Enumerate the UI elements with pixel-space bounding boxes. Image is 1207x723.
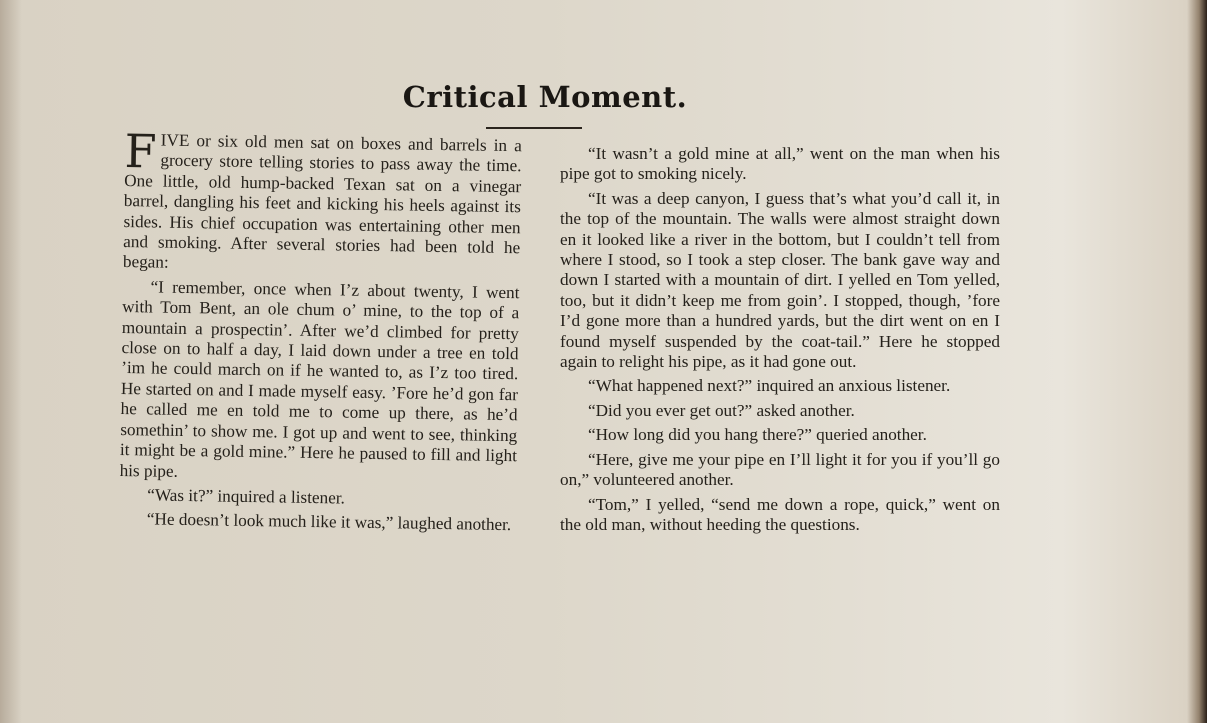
paragraph: “Was it?” inquired a listener. [147,485,346,508]
paragraph: “Here, give me your pipe en I’ll light it for you if you’ll go on,” volunteered another. [560,449,1000,490]
drop-cap: F [124,124,158,179]
paragraph: “What happened next?” inquired an anxious listener. [588,376,951,396]
right-column [560,144,1000,539]
page-title: Critical Moment. [402,80,688,114]
title-rule [486,127,582,129]
left-column [119,124,522,540]
paragraph: “It wasn’t a gold mine at all,” went on the man when his pipe got to smoking nicely. [560,144,1000,184]
paragraph: “I remember, once when I’z about twenty, I went with Tom Bent, an ole chum o’ mine, to the top of a mountain a prospectin’. After we’d climbed for pretty close on to half a day, I laid down under a tree en told ’im he could march on if he wanted to, as I’z too tired. He started on and I made myself easy. ’Fore he’d gon far he called me en told me to come up there, as he’d somethin’ to show me. I got up and went to see, thinking it might be a gold mine.” Here he paused to fill and light his pipe. [119,277,520,481]
paragraph: “It was a deep canyon, I guess that’s what you’d call it, in the top of the mountain. The walls were almost straight down en it looked like a river in the bottom, but I couldn’t tell from where I stood, so I took a step closer. The bank gave way and down I started with a mountain of dirt. I yelled en Tom yelled, too, but it didn’t keep me from goin’. I stopped, though, ’fore I’d gone more than a hundred yards, but the dirt went on en I found myself suspended by the coat-tail.” Here he stopped again to relight his pipe, as it had gone out. [560,188,1000,372]
opening-text: IVE or six old men sat on boxes and barrels in a grocery store telling stories to pass away the time. One little, old hump-backed Texan sat on a vinegar barrel, dangling his feet and kicking his heels against its sides. His chief occupation was entertaining other men and smoking. After several stories had been told he began: [122,130,522,273]
paragraph: “He doesn’t look much like it was,” laughed another. [146,509,512,535]
paragraph: “How long did you hang there?” queried another. [588,425,927,445]
paragraph: “Did you ever get out?” asked another. [588,400,855,420]
opening-paragraph [122,124,522,279]
paragraph: “Tom,” I yelled, “send me down a rope, quick,” went on the old man, without heeding the questions. [560,494,1000,534]
page-edge [1187,0,1207,723]
